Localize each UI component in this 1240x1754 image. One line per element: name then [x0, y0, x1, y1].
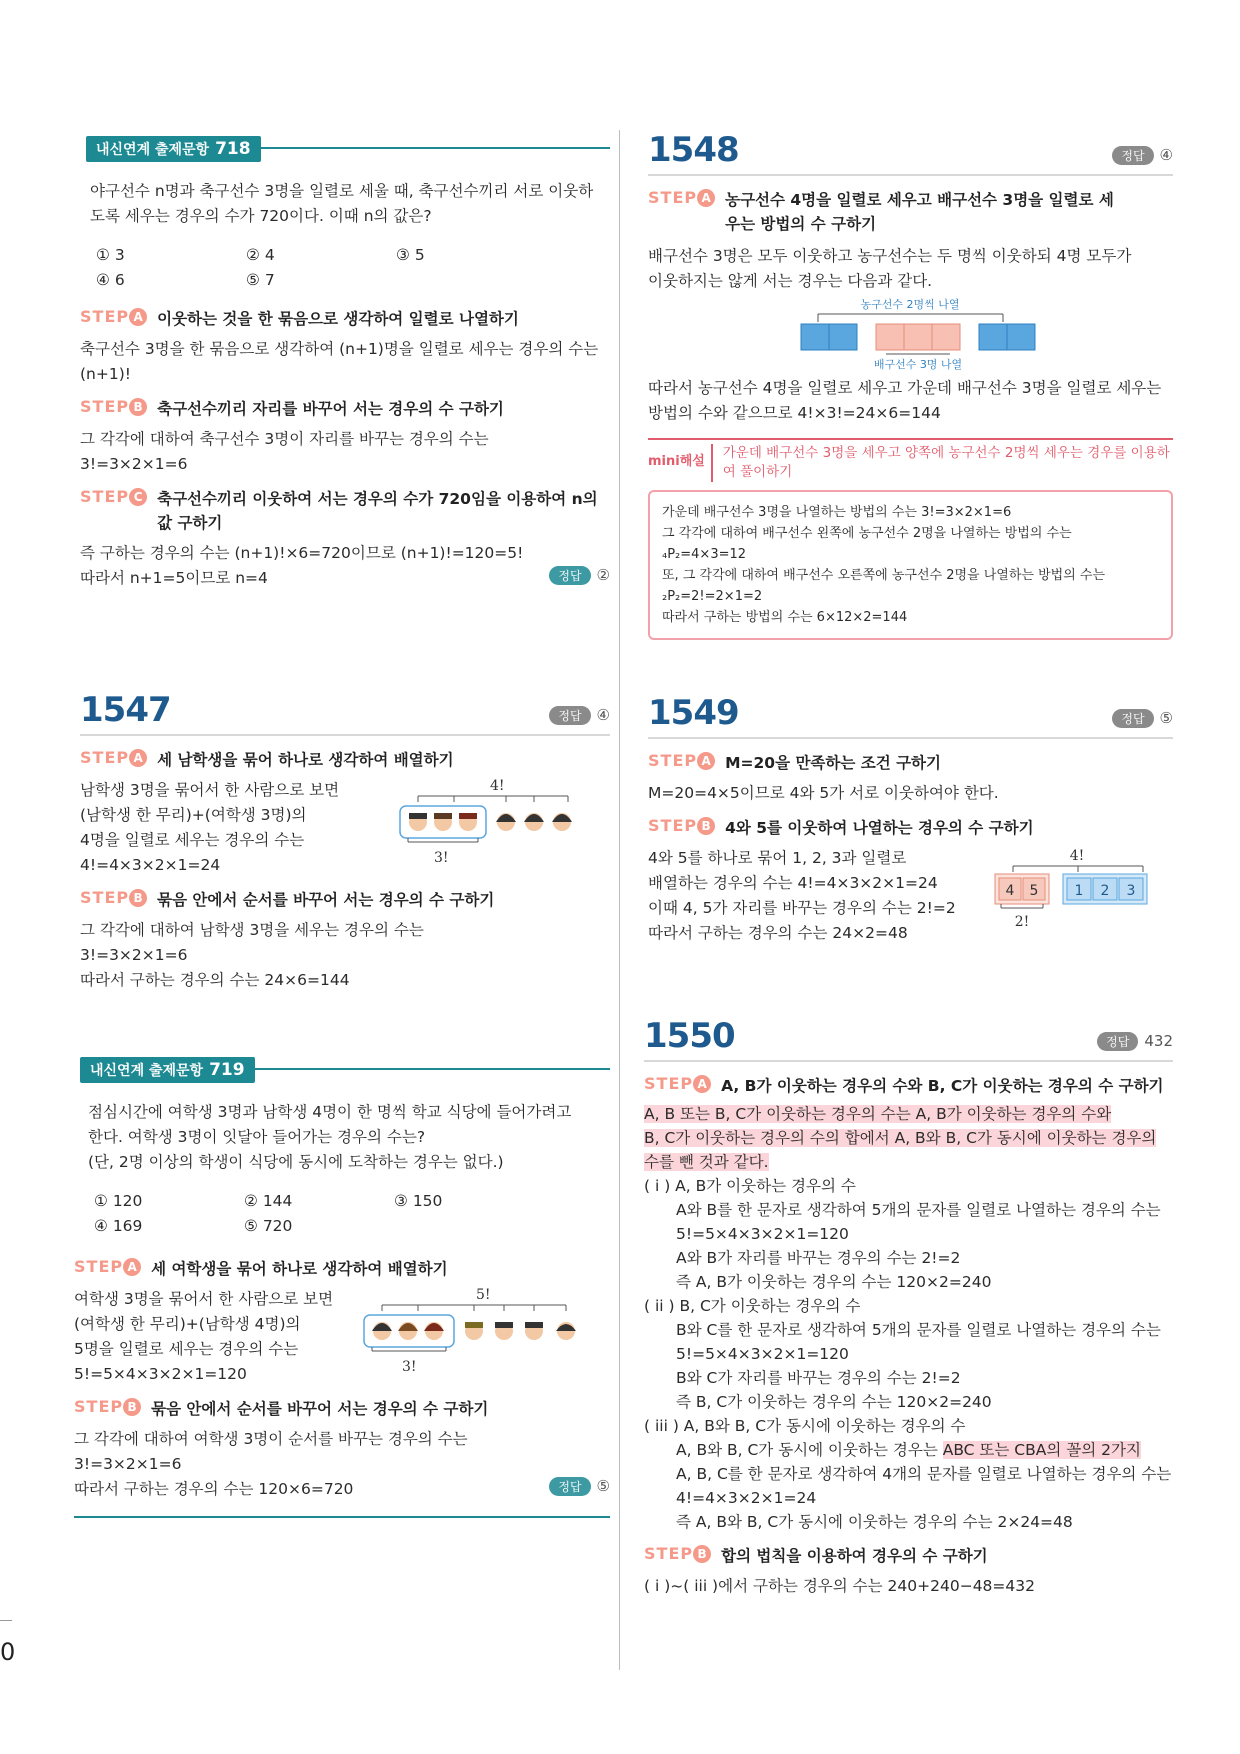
basketball-slot	[801, 324, 829, 350]
answer-value: ④	[596, 706, 610, 724]
answer-pill: 정답	[1112, 709, 1153, 728]
answer	[1112, 709, 1173, 728]
question-header	[80, 690, 610, 736]
text-line: 그 각각에 대하여 축구선수 3명이 자리를 바꾸는 경우의 수는	[80, 430, 489, 448]
step-b	[80, 888, 610, 912]
fig-bottom-label: 3!	[402, 1359, 417, 1375]
banner-719	[74, 1054, 610, 1086]
choice: ⑤ 7	[246, 271, 275, 289]
choice: ① 3	[96, 246, 125, 264]
text-line: 즉 A, B와 B, C가 동시에 이웃하는 경우의 수는 2×24=48	[676, 1513, 1073, 1531]
step-a	[648, 188, 1173, 236]
number-cards-figure	[993, 846, 1163, 936]
card-label: 4	[1005, 883, 1015, 899]
highlight-phrase: ABC 또는 CBA의 꼴의 2가지	[942, 1441, 1141, 1459]
step-a	[74, 1257, 610, 1281]
choice: ② 144	[244, 1192, 293, 1210]
step-a	[80, 748, 610, 772]
ref-problem-718	[80, 133, 610, 591]
text-line: 4와 5를 하나로 묶어 1, 2, 3과 일렬로	[648, 849, 907, 867]
question-line: 도록 세우는 경우의 수가 720이다. 이때 n의 값은?	[90, 207, 432, 225]
step-b	[74, 1397, 610, 1421]
text-line: 5!=5×4×3×2×1=120	[676, 1225, 849, 1243]
text-line: 축구선수 3명을 한 묶음으로 생각하여 (n+1)명을 일렬로 세우는 경우의 수는	[80, 340, 599, 358]
banner-number: 718	[215, 139, 251, 159]
question-header	[644, 1016, 1173, 1062]
text-line: 따라서 구하는 경우의 수는 120×6=720	[74, 1480, 354, 1498]
mini-line: ₂P₂=2!=2×1=2	[662, 589, 763, 604]
step-tag: STEP B	[644, 1544, 711, 1563]
question-number: 1547	[80, 690, 171, 730]
text-line: ( i )~( iii )에서 구하는 경우의 수는 240+240−48=432	[644, 1577, 1035, 1595]
step-tag: STEP A	[644, 1074, 711, 1093]
highlighted-explanation	[644, 1102, 1173, 1174]
text-line: 남학생 3명을 묶어서 한 사람으로 보면	[80, 781, 340, 799]
card-label: 2	[1100, 883, 1110, 899]
volleyball-slot	[932, 324, 960, 350]
fig-bottom-label: 2!	[1014, 914, 1030, 930]
step-tag: STEP B	[80, 397, 147, 416]
question-header	[648, 693, 1173, 739]
step-tag: STEP B	[74, 1397, 141, 1416]
text-line: 4!=4×3×2×1=24	[80, 856, 221, 874]
boy-faces	[465, 1322, 576, 1340]
step-a	[648, 751, 1173, 775]
mini-solution-header	[648, 438, 1173, 482]
step-tag: STEP A	[74, 1257, 141, 1276]
question-header	[648, 130, 1173, 176]
choice: ③ 5	[396, 246, 425, 264]
choice: ④ 6	[96, 271, 125, 289]
text-line: 4!=4×3×2×1=24	[676, 1489, 817, 1507]
question-line: (단, 2명 이상의 학생이 식당에 동시에 도착하는 경우는 없다.)	[88, 1153, 504, 1171]
text-line: 5!=5×4×3×2×1=120	[676, 1345, 849, 1363]
problem-1550	[644, 1016, 1173, 1599]
highlight-line: 수를 뺀 것과 같다.	[644, 1153, 769, 1171]
step-title: 묶음 안에서 순서를 바꾸어 서는 경우의 수 구하기	[157, 891, 495, 909]
step-tag: STEP C	[80, 487, 147, 506]
text-line: A, B, C를 한 문자로 생각하여 4개의 문자를 일렬로 나열하는 경우의 수는	[676, 1465, 1172, 1483]
case-ii	[644, 1318, 1173, 1414]
text-line: 따라서 n+1=5이므로 n=4	[80, 569, 268, 587]
students-figure	[398, 778, 588, 868]
text-line: 5명을 일렬로 세우는 경우의 수는	[74, 1340, 299, 1358]
banner-label: 내신연계 출제문항	[90, 1063, 204, 1079]
choice: ⑤ 720	[244, 1217, 293, 1235]
text-line: 즉 A, B가 이웃하는 경우의 수는 120×2=240	[676, 1273, 992, 1291]
step-b	[648, 816, 1173, 840]
card-label: 5	[1029, 883, 1039, 899]
choice: ② 4	[246, 246, 275, 264]
step-title: 합의 법칙을 이용하여 경우의 수 구하기	[721, 1547, 988, 1565]
text-line: 그 각각에 대하여 여학생 3명이 순서를 바꾸는 경우의 수는	[74, 1430, 468, 1448]
mini-line: 가운데 배구선수 3명을 나열하는 방법의 수는 3!=3×2×1=6	[662, 505, 1012, 520]
highlight-line: B, C가 이웃하는 경우의 수의 합에서 A, B와 B, C가 동시에 이웃하는 경우의	[644, 1129, 1157, 1147]
step-b	[644, 1544, 1173, 1568]
banner-number: 719	[209, 1060, 245, 1080]
mini-line: ₄P₂=4×3=12	[662, 547, 747, 562]
text-line: 따라서 농구선수 4명을 일렬로 세우고 가운데 배구선수 3명을 일렬로 세우는	[648, 379, 1162, 397]
card-label: 1	[1074, 883, 1084, 899]
step-title: A, B가 이웃하는 경우의 수와 B, C가 이웃하는 경우의 수 구하기	[721, 1077, 1164, 1095]
answer-pill: 정답	[549, 706, 590, 725]
section-end-line	[74, 1516, 610, 1518]
step-tag: STEP A	[80, 307, 147, 326]
text-line: 4명을 일렬로 세우는 경우의 수는	[80, 831, 305, 849]
mini-label: mini해설	[648, 454, 705, 469]
question-line: 야구선수 n명과 축구선수 3명을 일렬로 세울 때, 축구선수끼리 서로 이웃하	[90, 182, 594, 200]
problem-1547	[80, 690, 610, 993]
answer	[1097, 1032, 1173, 1051]
banner-label: 내신연계 출제문항	[96, 142, 210, 158]
text-line: 따라서 구하는 경우의 수는 24×2=48	[648, 924, 908, 942]
answer	[549, 566, 610, 585]
answer	[1112, 146, 1173, 165]
case-heading: ( iii ) A, B와 B, C가 동시에 이웃하는 경우의 수	[644, 1417, 966, 1435]
mini-solution-box	[648, 490, 1173, 640]
question-text	[80, 179, 610, 229]
case-i	[644, 1198, 1173, 1294]
step-title: 세 남학생을 묶어 하나로 생각하여 배열하기	[157, 751, 454, 769]
banner-718	[80, 133, 610, 165]
step-tag: STEP B	[80, 888, 147, 907]
case-heading: ( ii ) B, C가 이웃하는 경우의 수	[644, 1297, 861, 1315]
text-line: 따라서 구하는 경우의 수는 24×6=144	[80, 971, 350, 989]
choices	[96, 243, 610, 293]
text-line: 즉 B, C가 이웃하는 경우의 수는 120×2=240	[676, 1393, 992, 1411]
girl-faces	[372, 1322, 444, 1340]
question-number: 1550	[644, 1016, 735, 1056]
question-line: 점심시간에 여학생 3명과 남학생 4명이 한 명씩 학교 식당에 들어가려고	[88, 1103, 572, 1121]
text-line: 3!=3×2×1=6	[80, 455, 188, 473]
choice: ① 120	[94, 1192, 143, 1210]
text-line: A와 B를 한 문자로 생각하여 5개의 문자를 일렬로 나열하는 경우의 수는	[676, 1201, 1161, 1219]
card-label: 3	[1126, 883, 1136, 899]
answer	[549, 706, 610, 725]
text-line: M=20=4×5이므로 4와 5가 서로 이웃하여야 한다.	[648, 784, 999, 802]
girl-faces	[496, 813, 572, 831]
question-text	[74, 1100, 610, 1175]
choices	[94, 1189, 610, 1239]
text-line: 방법의 수와 같으므로 4!×3!=24×6=144	[648, 404, 941, 422]
students-figure	[362, 1287, 592, 1377]
text-line: 즉 구하는 경우의 수는 (n+1)!×6=720이므로 (n+1)!=120=5!	[80, 544, 524, 562]
banner-tag	[80, 1057, 255, 1083]
highlight-line: A, B 또는 B, C가 이웃하는 경우의 수는 A, B가 이웃하는 경우의 수와	[644, 1105, 1112, 1123]
question-number: 1549	[648, 693, 739, 733]
answer-pill: 정답	[549, 1477, 590, 1496]
fig-top-label: 4!	[1069, 848, 1085, 864]
text-line: A, B와 B, C가 동시에 이웃하는 경우는	[676, 1441, 943, 1459]
basketball-slot	[829, 324, 857, 350]
volleyball-slot	[876, 324, 904, 350]
step-tag: STEP B	[648, 816, 715, 835]
boy-faces	[409, 813, 477, 831]
step-b	[80, 397, 610, 421]
text-line: B와 C가 자리를 바꾸는 경우의 수는 2!=2	[676, 1369, 961, 1387]
step-c	[80, 487, 610, 535]
mini-line: 그 각각에 대하여 배구선수 왼쪽에 농구선수 2명을 나열하는 방법의 수는	[662, 526, 1072, 541]
step-title: 이웃하는 것을 한 묶음으로 생각하여 일렬로 나열하기	[157, 310, 519, 328]
mini-line: 또, 그 각각에 대하여 배구선수 오른쪽에 농구선수 2명을 나열하는 방법의 수는	[662, 568, 1106, 583]
text-line: 배열하는 경우의 수는 4!=4×3×2×1=24	[648, 874, 938, 892]
step-title: 세 여학생을 묶어 하나로 생각하여 배열하기	[151, 1260, 448, 1278]
step-tag: STEP A	[648, 188, 715, 207]
problem-1548	[648, 130, 1173, 640]
case-heading: ( i ) A, B가 이웃하는 경우의 수	[644, 1177, 856, 1195]
step-a	[644, 1074, 1173, 1098]
players-figure	[648, 294, 1173, 372]
text-line: 3!=3×2×1=6	[74, 1455, 182, 1473]
column-divider	[619, 130, 620, 1670]
text-line: 그 각각에 대하여 남학생 3명을 세우는 경우의 수는	[80, 921, 424, 939]
text-line: 5!=5×4×3×2×1=120	[74, 1365, 247, 1383]
text-line: (n+1)!	[80, 365, 131, 383]
basketball-slot	[979, 324, 1007, 350]
page-edge-line	[0, 1620, 12, 1621]
fig-top-label: 4!	[490, 778, 505, 794]
text-line: A와 B가 자리를 바꾸는 경우의 수는 2!=2	[676, 1249, 961, 1267]
text-line: 배구선수 3명은 모두 이웃하고 농구선수는 두 명씩 이웃하되 4명 모두가	[648, 247, 1132, 265]
answer-pill: 정답	[1112, 146, 1153, 165]
case-iii	[644, 1438, 1173, 1534]
step-title: 묶음 안에서 순서를 바꾸어 서는 경우의 수 구하기	[151, 1400, 489, 1418]
text-line: (남학생 한 무리)+(여학생 3명)의	[80, 806, 307, 824]
text-line: B와 C를 한 문자로 생각하여 5개의 문자를 일렬로 나열하는 경우의 수는	[676, 1321, 1161, 1339]
answer-value: ⑤	[596, 1477, 610, 1495]
choice: ③ 150	[394, 1192, 443, 1210]
ref-problem-719	[74, 1054, 610, 1518]
text-line: 이때 4, 5가 자리를 바꾸는 경우의 수는 2!=2	[648, 899, 956, 917]
fig-top-label: 5!	[476, 1287, 491, 1303]
text-line: 여학생 3명을 묶어서 한 사람으로 보면	[74, 1290, 334, 1308]
step-a	[80, 307, 610, 331]
answer	[549, 1477, 610, 1496]
step-title: 축구선수끼리 자리를 바꾸어 서는 경우의 수 구하기	[157, 400, 504, 418]
text-line: (여학생 한 무리)+(남학생 4명)의	[74, 1315, 301, 1333]
step-title: 농구선수 4명을 일렬로 세우고 배구선수 3명을 일렬로 세우는 방법의 수 구하기	[725, 191, 1114, 233]
answer-pill: 정답	[1097, 1032, 1138, 1051]
step-title: 축구선수끼리 이웃하여 서는 경우의 수가 720임을 이용하여 n의 값 구하기	[157, 490, 598, 532]
fig-top-label: 농구선수 2명씩 나열	[860, 298, 960, 311]
answer-value: ⑤	[1159, 709, 1173, 727]
problem-1549	[648, 693, 1173, 946]
mini-line: 따라서 구하는 방법의 수는 6×12×2=144	[662, 610, 908, 625]
answer-value: ④	[1159, 146, 1173, 164]
step-title: M=20을 만족하는 조건 구하기	[725, 754, 941, 772]
step-title: 4와 5를 이웃하여 나열하는 경우의 수 구하기	[725, 819, 1034, 837]
question-number: 1548	[648, 130, 739, 170]
choice: ④ 169	[94, 1217, 143, 1235]
basketball-slot	[1007, 324, 1035, 350]
fig-bottom-label: 배구선수 3명 나열	[873, 358, 963, 371]
answer-pill: 정답	[549, 566, 590, 585]
step-tag: STEP A	[80, 748, 147, 767]
text-line: 이웃하지는 않게 서는 경우는 다음과 같다.	[648, 272, 933, 290]
answer-value: ②	[596, 566, 610, 584]
mini-title: 가운데 배구선수 3명을 세우고 양쪽에 농구선수 2명씩 세우는 경우를 이용하여 풀이하기	[711, 444, 1173, 482]
volleyball-slot	[904, 324, 932, 350]
fig-bottom-label: 3!	[434, 850, 449, 866]
question-line: 한다. 여학생 3명이 잇달아 들어가는 경우의 수는?	[88, 1128, 426, 1146]
answer-value: 432	[1144, 1032, 1173, 1050]
page-number: 0	[0, 1638, 16, 1666]
banner-tag	[86, 136, 261, 162]
step-tag: STEP A	[648, 751, 715, 770]
text-line: 3!=3×2×1=6	[80, 946, 188, 964]
